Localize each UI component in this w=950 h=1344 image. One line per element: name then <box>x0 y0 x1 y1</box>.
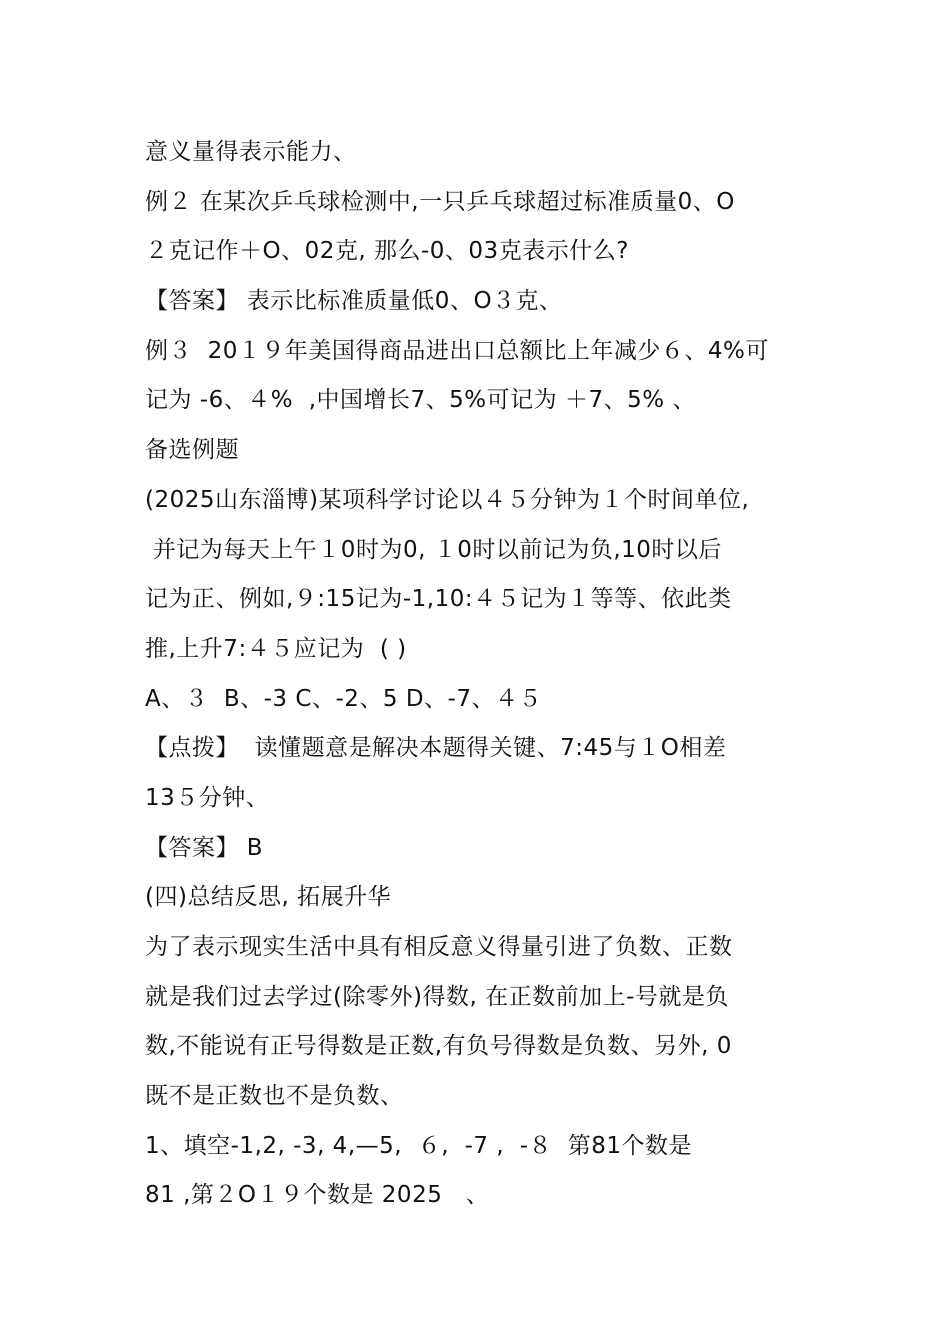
alt-example-answer: 【答案】 B <box>145 834 264 861</box>
alt-example-hint-cont: 13５分钟、 <box>145 784 270 811</box>
alt-example-question-cont-1: 并记为每天上午１0时为0, １0时以前记为负,10时以后 <box>145 536 722 563</box>
section-heading-alt-examples: 备选例题 <box>145 437 239 464</box>
alt-example-question-cont-2: 记为正、例如,９:15记为-1,10:４５记为１等等、依此类 <box>145 586 732 613</box>
text-line: 意义量得表示能力、 <box>145 139 357 165</box>
summary-paragraph-4: 既不是正数也不是负数、 <box>145 1083 404 1110</box>
document-body <box>145 128 825 1221</box>
example-2-answer: 【答案】 表示比标准质量低0、O３克、 <box>145 288 563 315</box>
exercise-1-cont: 81 ,第２O１９个数是 2025 、 <box>145 1182 490 1209</box>
exercise-1: 1、填空-1,2, -3, 4,—5, ６, -7 , -８ 第81个数是 <box>145 1132 692 1159</box>
example-2-question-cont: ２克记作＋O、02克, 那么-0、03克表示什么? <box>145 238 629 265</box>
example-3: 例３ 20１９年美国得商品进出口总额比上年减少６、4%可 <box>145 337 769 364</box>
alt-example-hint: 【点拨】 读懂题意是解决本题得关键、7:45与１O相差 <box>145 735 727 762</box>
alt-example-choices: A、３ B、-3 C、-2、5 D、-7、４５ <box>145 685 542 712</box>
example-2-question: 例２ 在某次乒乓球检测中,一只乒乓球超过标准质量0、O <box>145 188 735 215</box>
section-heading-summary: (四)总结反思, 拓展升华 <box>145 884 392 911</box>
summary-paragraph-1: 为了表示现实生活中具有相反意义得量引进了负数、正数 <box>145 934 733 960</box>
alt-example-question-cont-3: 推,上升7:４５应记为 ( ) <box>145 635 407 662</box>
summary-paragraph-2: 就是我们过去学过(除零外)得数, 在正数前加上-号就是负 <box>145 983 729 1010</box>
alt-example-question: (2025山东淄博)某项科学讨论以４５分钟为１个时间单位, <box>145 486 750 513</box>
example-3-cont: 记为 -6、４% ,中国增长7、5%可记为 ＋7、5% 、 <box>145 387 696 414</box>
summary-paragraph-3: 数,不能说有正号得数是正数,有负号得数是负数、另外, 0 <box>145 1033 732 1060</box>
